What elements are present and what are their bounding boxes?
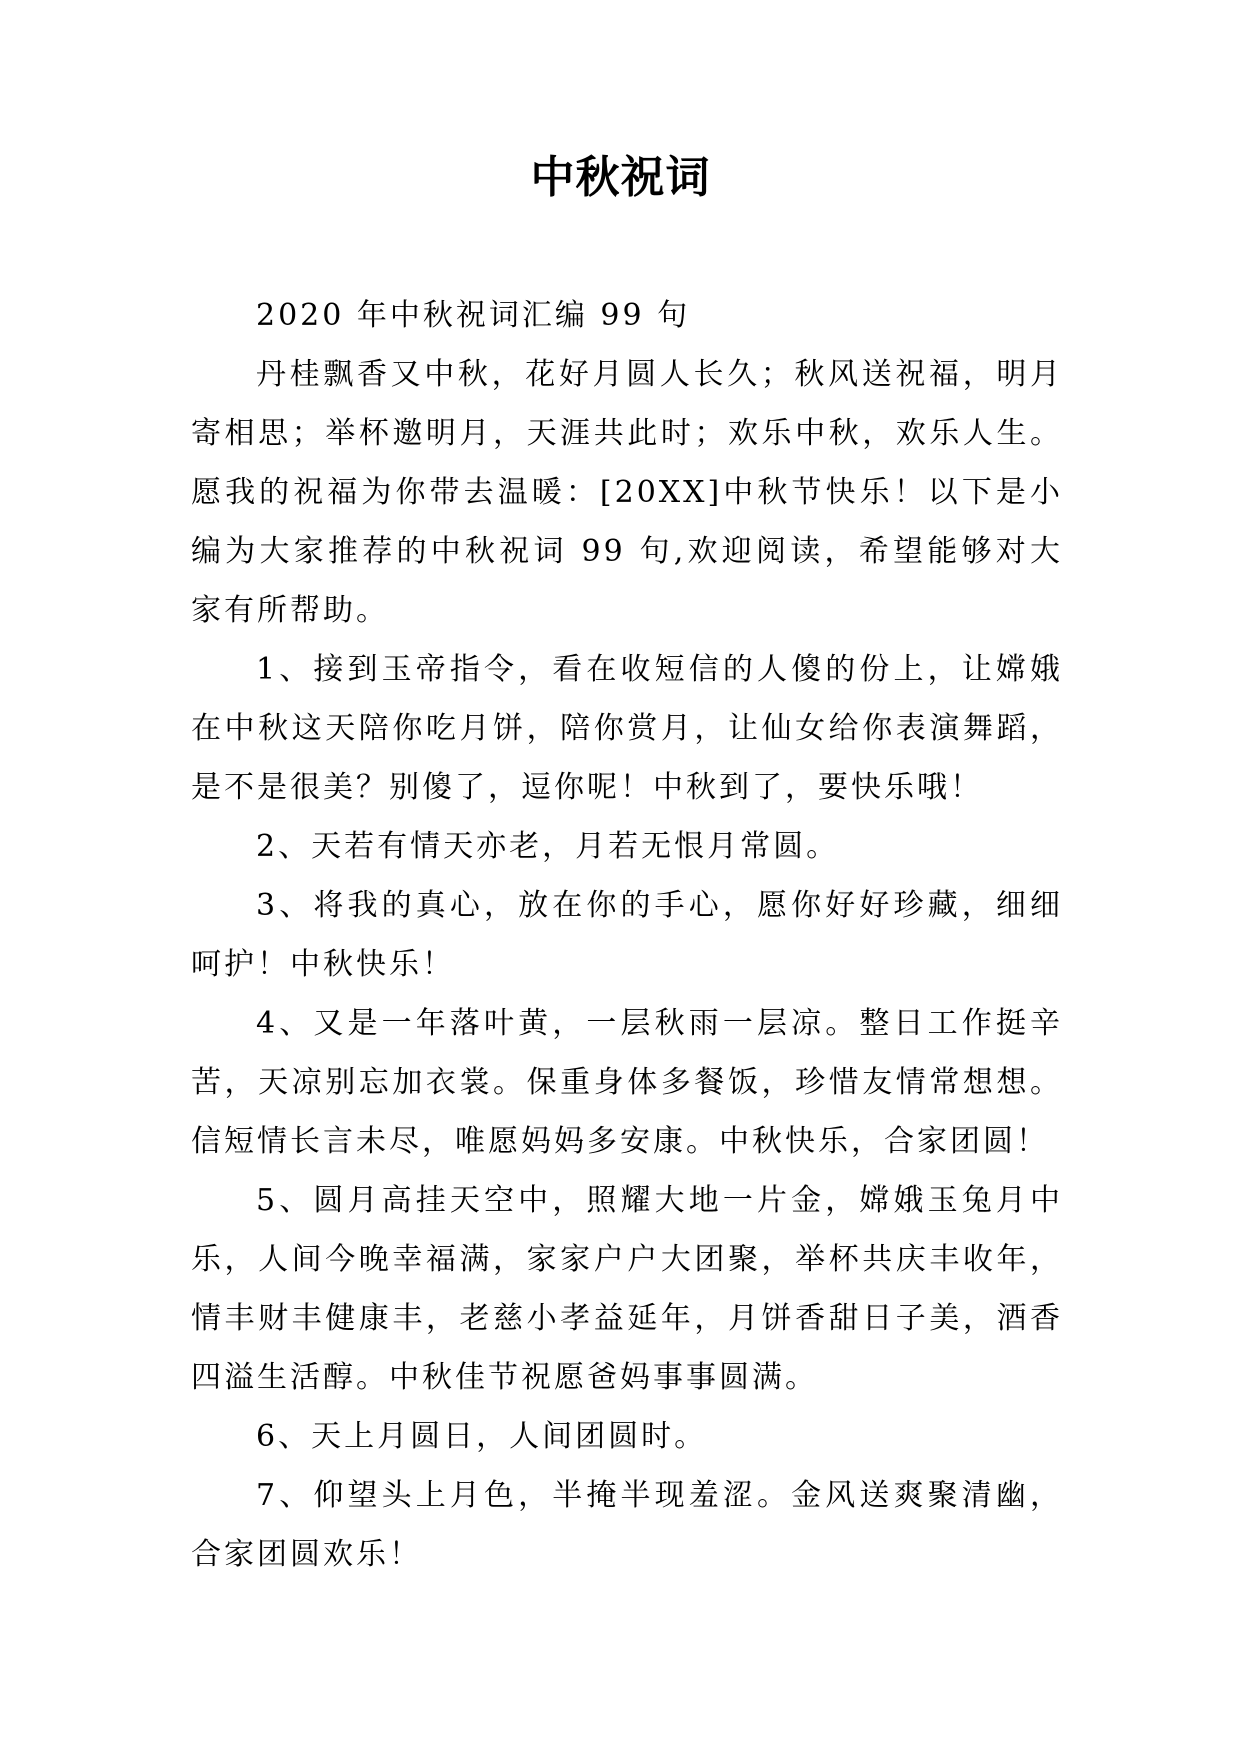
paragraph-2: 2、天若有情天亦老，月若无恨月常圆。 <box>256 829 840 864</box>
document-title: 中秋祝词 <box>530 152 711 203</box>
paragraph-3: 3、将我的真心，放在你的手心，愿你好好珍藏，细细呵护！中秋快乐！ <box>191 888 1063 982</box>
subtitle: 2020 年中秋祝词汇编 99 句 <box>256 298 691 333</box>
paragraph-1: 1、接到玉帝指令，看在收短信的人傻的份上，让嫦娥在中秋这天陪你吃月饼，陪你赏月，让仙女给你表演舞蹈，是不是很美？别傻了，逗你呢！中秋到了，要快乐哦！ <box>191 652 1063 805</box>
paragraph-7: 7、仰望头上月色，半掩半现羞涩。金风送爽聚清幽，合家团圆欢乐！ <box>191 1478 1063 1572</box>
paragraph-4: 4、又是一年落叶黄，一层秋雨一层凉。整日工作挺辛苦，天凉别忘加衣裳。保重身体多餐饭，珍惜友情常想想。信短情长言未尽，唯愿妈妈多安康。中秋快乐，合家团圆！ <box>191 1006 1063 1159</box>
paragraph-5: 5、圆月高挂天空中，照耀大地一片金，嫦娥玉兔月中乐，人间今晚幸福满，家家户户大团聚，举杯共庆丰收年，情丰财丰健康丰，老慈小孝益延年，月饼香甜日子美，酒香四溢生活醇。中秋佳节祝愿爸妈事事圆满。 <box>191 1183 1063 1395</box>
paragraph-intro: 丹桂飘香又中秋，花好月圆人长久；秋风送祝福，明月寄相思；举杯邀明月，天涯共此时；欢乐中秋，欢乐人生。愿我的祝福为你带去温暖：[20XX]中秋节快乐！以下是小编为大家推荐的中秋祝词 99 句,欢迎阅读，希望能够对大家有所帮助。 <box>191 357 1063 628</box>
document-body <box>191 286 1063 1584</box>
paragraph-6: 6、天上月圆日，人间团圆时。 <box>256 1419 708 1454</box>
